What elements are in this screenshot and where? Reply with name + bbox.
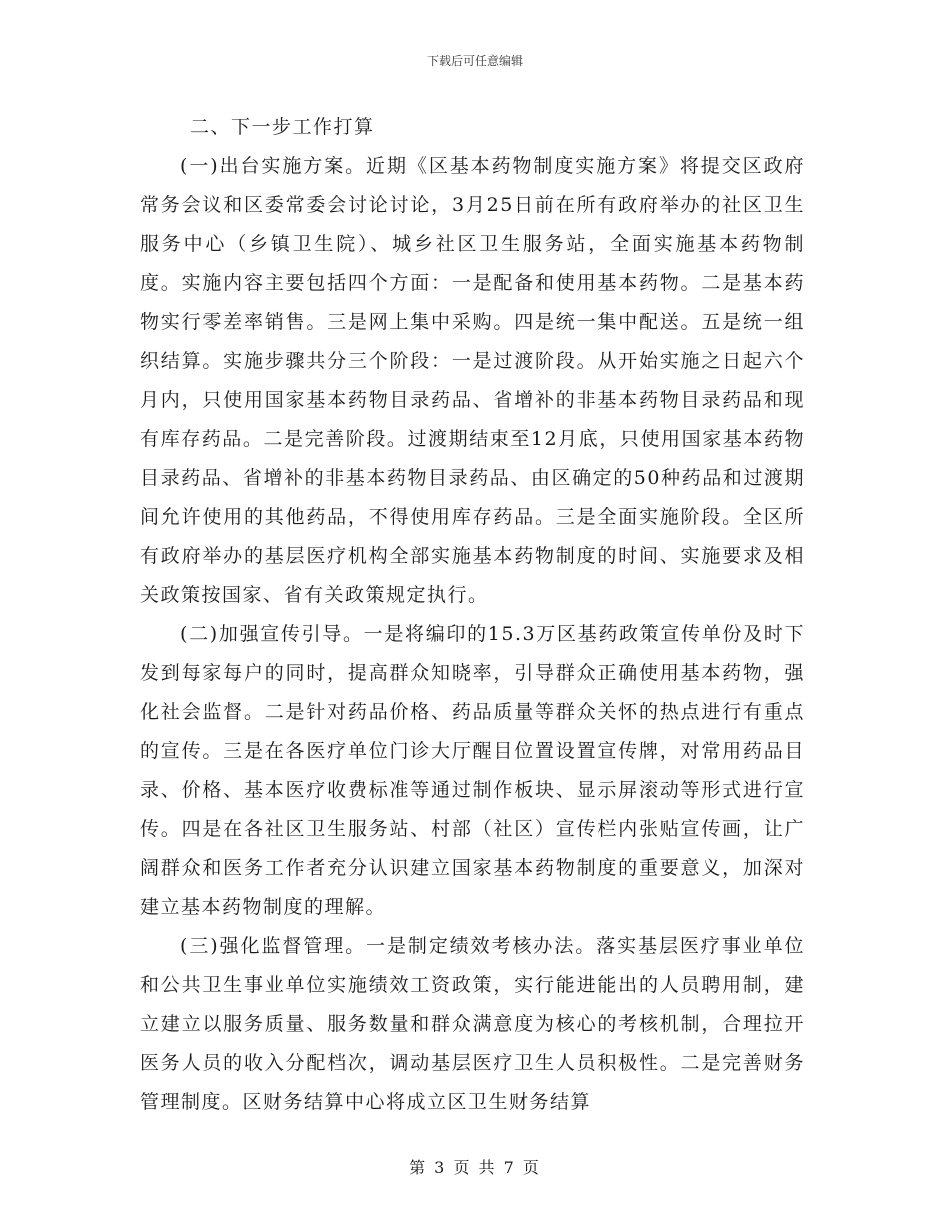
paragraph-2: (二)加强宣传引导。一是将编印的15.3万区基药政策宣传单份及时下发到每家每户的同时，提高群众知晓率，引导群众正确使用基本药物，强化社会监督。二是针对药品价格、药品质量等群众关怀的热点进行有重点的宣传。三是在各医疗单位门诊大厅醒目位置设置宣传牌，对常用药品目录、价格、基本医疗收费标准等通过制作板块、显示屏滚动等形式进行宣传。四是在各社区卫生服务站、村部（社区）宣传栏内张贴宣传画，让广阔群众和医务工作者充分认识建立国家基本药物制度的重要意义，加深对建立基本药物制度的理解。	[140, 623, 805, 918]
document-body	[140, 108, 805, 1122]
paragraph-3: (三)强化监督管理。一是制定绩效考核办法。落实基层医疗事业单位和公共卫生事业单位实施绩效工资政策，实行能进能出的人员聘用制，建立建立以服务质量、服务数量和群众满意度为核心的考核机制，合理拉开医务人员的收入分配档次，调动基层医疗卫生人员积极性。二是完善财务管理制度。区财务结算中心将成立区卫生财务结算	[140, 935, 805, 1113]
section-title: 二、下一步工作打算	[190, 116, 375, 138]
paragraph-1: (一)出台实施方案。近期《区基本药物制度实施方案》将提交区政府常务会议和区委常委会讨论讨论，3月25日前在所有政府举办的社区卫生服务中心（乡镇卫生院）、城乡社区卫生服务站，全面实施基本药物制度。实施内容主要包括四个方面：一是配备和使用基本药物。二是基本药物实行零差率销售。三是网上集中采购。四是统一集中配送。五是统一组织结算。实施步骤共分三个阶段：一是过渡阶段。从开始实施之日起六个月内，只使用国家基本药物目录药品、省增补的非基本药物目录药品和现有库存药品。二是完善阶段。过渡期结束至12月底，只使用国家基本药物目录药品、省增补的非基本药物目录药品、由区确定的50种药品和过渡期间允许使用的其他药品，不得使用库存药品。三是全面实施阶段。全区所有政府举办的基层医疗机构全部实施基本药物制度的时间、实施要求及相关政策按国家、省有关政策规定执行。	[140, 155, 805, 606]
page-header-note: 下载后可任意编辑	[426, 54, 523, 68]
page-number-footer: 第 3 页 共 7 页	[409, 1158, 541, 1177]
